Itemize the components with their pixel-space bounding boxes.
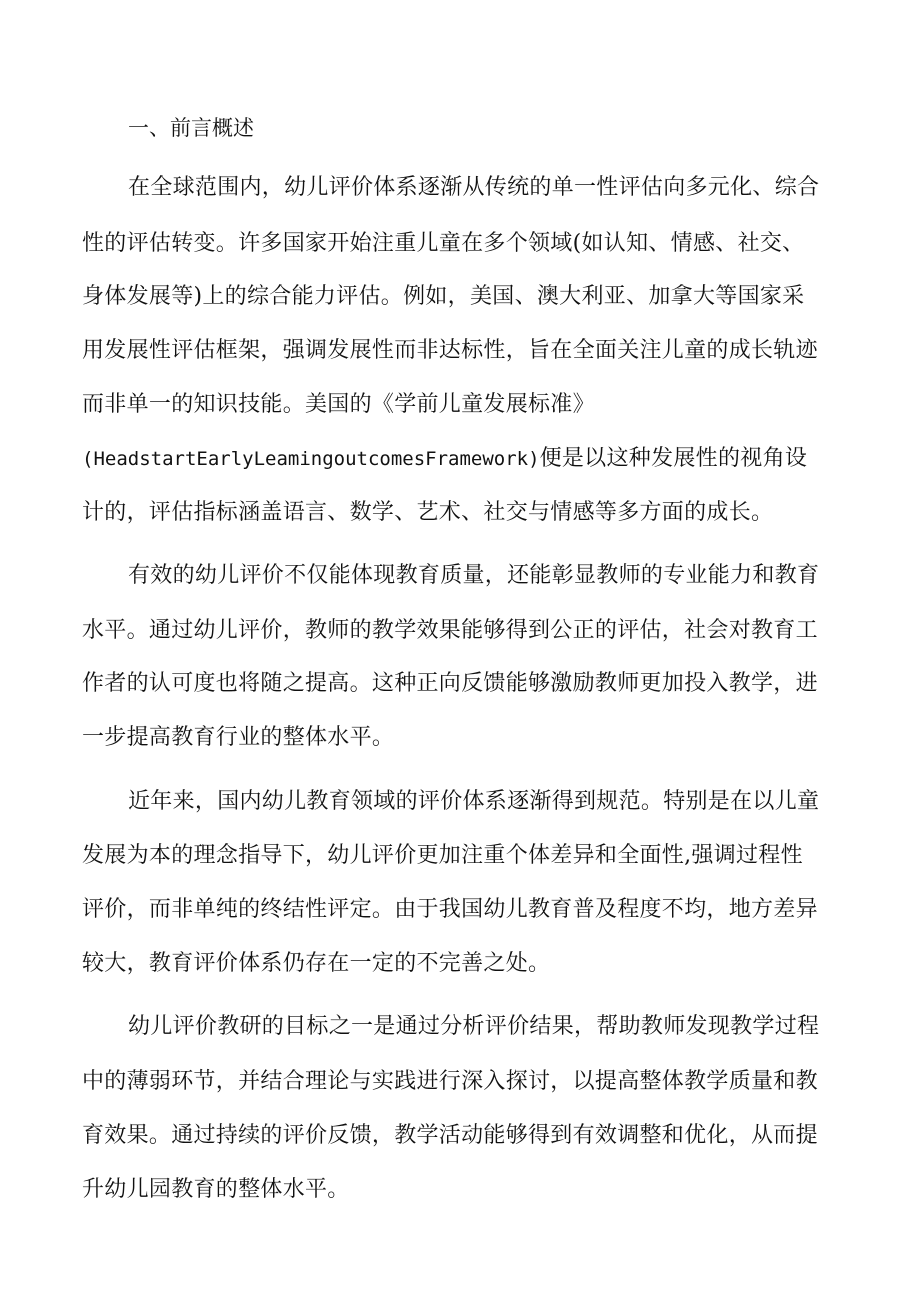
paragraph-line: 性的评估转变。许多国家开始注重儿童在多个领域(如认知、情感、社交、 (82, 231, 805, 256)
paragraph-line: 水平。通过幼儿评价，教师的教学效果能够得到公正的评估，社会对教育工 (82, 618, 818, 643)
paragraph-line: 幼儿评价教研的目标之一是通过分析评价结果，帮助教师发现教学过程 (128, 1014, 820, 1039)
paragraph-line (82, 443, 807, 475)
paragraph-line: 身体发展等)上的综合能力评估。例如，美国、澳大利亚、加拿大等国家采 (82, 284, 805, 309)
paragraph-line: 计的，评估指标涵盖语言、数学、艺术、社交与情感等多方面的成长。 (82, 500, 774, 525)
paragraph-line: 近年来，国内幼儿教育领域的评价体系逐渐得到规范。特别是在以儿童 (128, 789, 820, 814)
paragraph-line: 中的薄弱环节，并结合理论与实践进行深入探讨，以提高整体教学质量和教 (82, 1069, 818, 1094)
paragraph-line: 而非单一的知识技能。美国的《学前儿童发展标准》 (82, 392, 595, 417)
paragraph-line: 升幼儿园教育的整体水平。 (82, 1177, 350, 1202)
paragraph-line: 较大，教育评价体系仍存在一定的不完善之处。 (82, 951, 551, 976)
framework-name: (HeadstartEarlyLeamingoutcomesFramework) (82, 448, 540, 470)
paragraph-line: 在全球范围内，幼儿评价体系逐渐从传统的单一性评估向多元化、综合 (128, 175, 820, 200)
framework-tail: 便是以这种发展性的视角设 (539, 446, 808, 471)
paragraph-line: 评价，而非单纯的终结性评定。由于我国幼儿教育普及程度不均，地方差异 (82, 897, 818, 922)
paragraph-line: 一步提高教育行业的整体水平。 (82, 725, 395, 750)
paragraph-line: 育效果。通过持续的评价反馈，教学活动能够得到有效调整和优化，从而提 (82, 1123, 818, 1148)
paragraph-line: 作者的认可度也将随之提高。这种正向反馈能够激励教师更加投入教学，进 (82, 671, 818, 696)
paragraph-line: 有效的幼儿评价不仅能体现教育质量，还能彰显教师的专业能力和教育 (128, 563, 820, 588)
paragraph-line: 用发展性评估框架，强调发展性而非达标性，旨在全面关注儿童的成长轨迹 (82, 338, 818, 363)
section-heading: 一、前言概述 (128, 116, 254, 140)
paragraph-line: 发展为本的理念指导下，幼儿评价更加注重个体差异和全面性,强调过程性 (82, 843, 803, 868)
